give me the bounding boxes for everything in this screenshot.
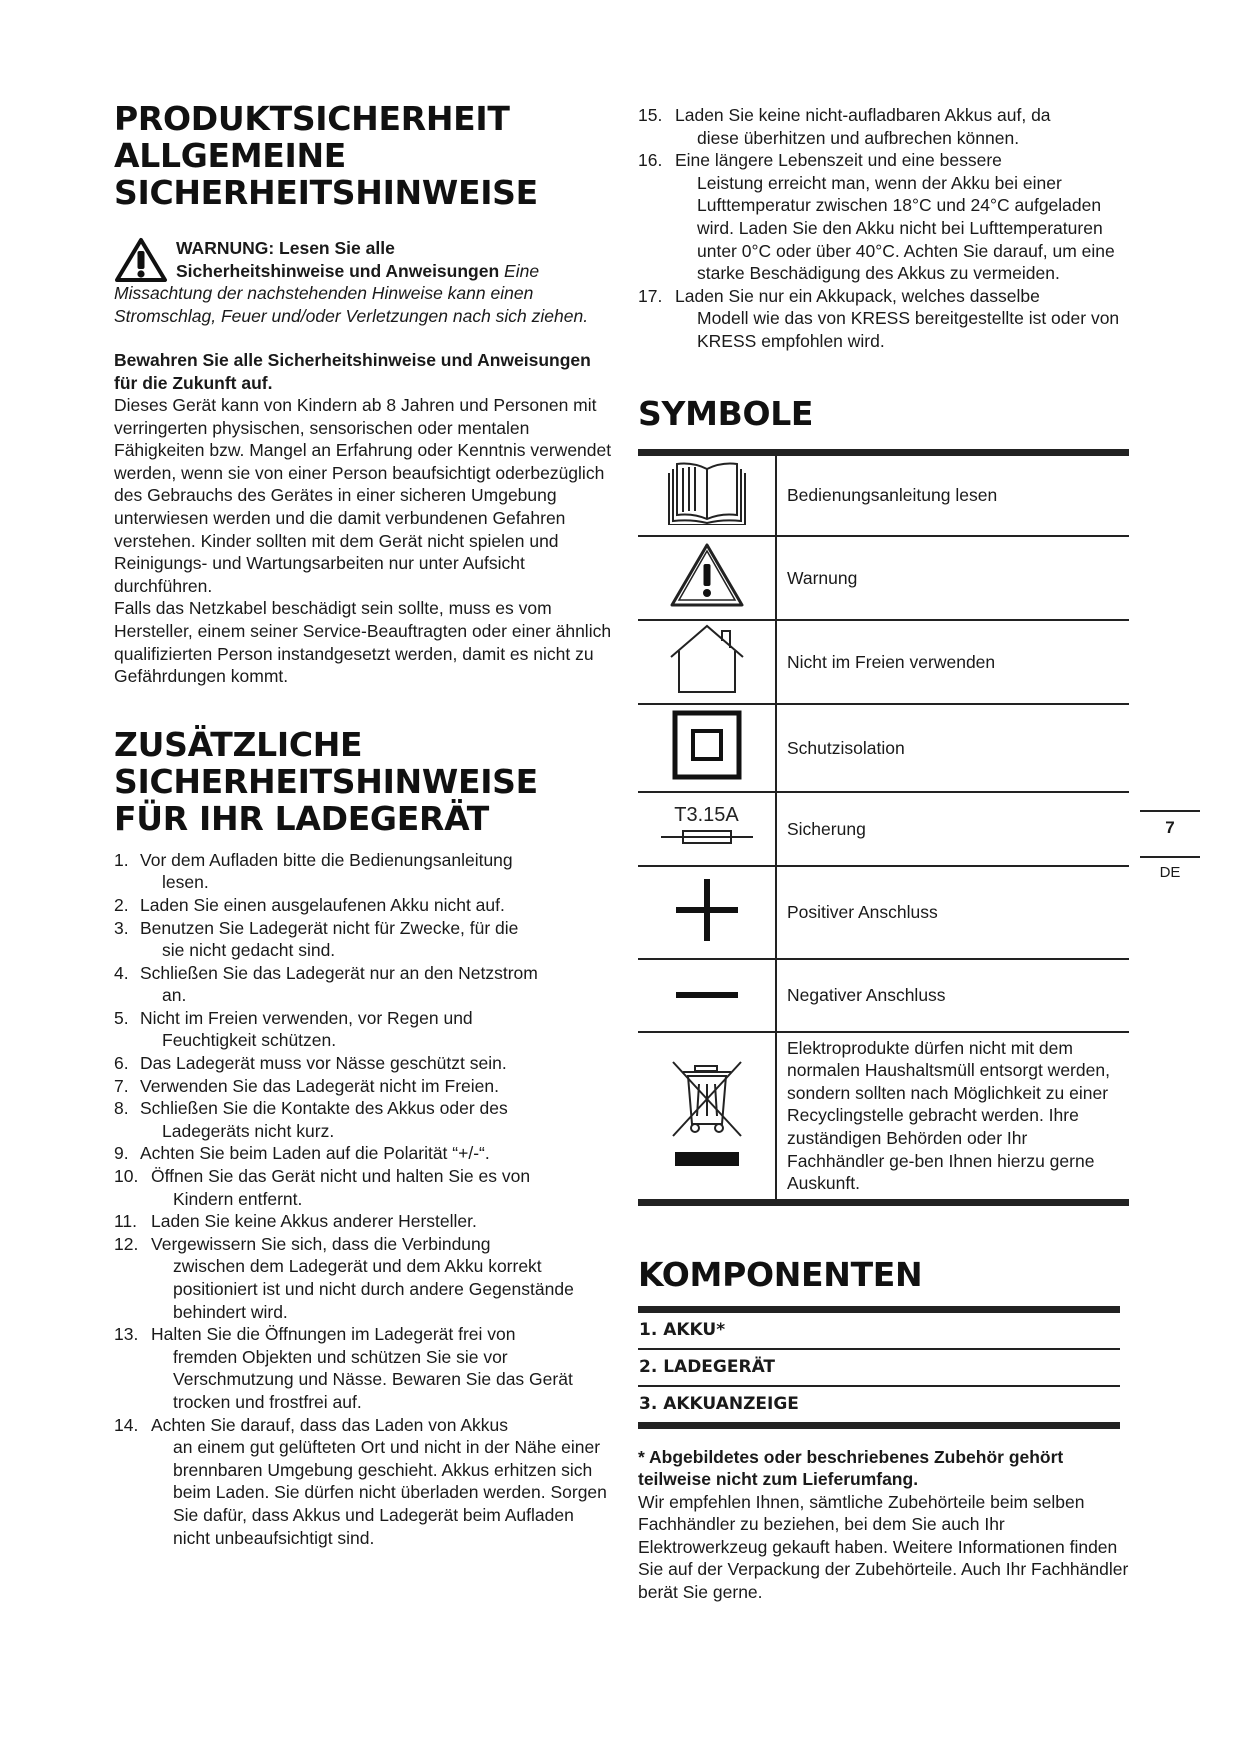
accessory-note-heading: * Abgebildetes oder beschriebenes Zubehör gehört teilweise nicht zum Lieferumfang.	[638, 1446, 1064, 1490]
list-item: 9. Achten Sie beim Laden auf die Polarität “+/-“.	[114, 1143, 490, 1164]
table-row	[638, 1032, 1129, 1202]
symbol-description: Elektroprodukte dürfen nicht mit dem normalen Haushaltsmüll entsorgt werden, sondern sollten nach Möglichkeit zu einer Recyclingstelle gebracht werden. Ihre zuständigen Behörden oder Ihr Fachhändler ge-ben Ihnen hierzu gerne Auskunft.	[776, 1032, 1129, 1202]
right-column	[638, 104, 1130, 1604]
list-item: 5. Nicht im Freien verwenden, vor Regen und Feuchtigkeit schützen.	[114, 1007, 473, 1051]
table-row	[638, 792, 1129, 866]
power-cord-paragraph: Falls das Netzkabel beschädigt sein sollte, muss es vom Hersteller, einem seiner Service-Beauftragten oder einer ähnlich qualifizierten Person instandgesetzt werden, damit es nicht zu Gefährdungen kommt.	[114, 598, 612, 687]
symbol-description: Sicherung	[776, 792, 1129, 866]
component-item: 2. LADEGERÄT	[638, 1350, 1120, 1387]
children-usage-paragraph: Dieses Gerät kann von Kindern ab 8 Jahren und Personen mit verringerten physischen, sensorischen oder mentalen Fähigkeiten bzw. Mangel an Erfahrung oder Kenntnis verwendet werden, wenn sie von einer Person beaufsichtigt oderbezüglich des Gebrauchs des Gerätes in einer sicheren Umgebung unterwiesen werden und die damit verbundenen Gefahren verstehen. Kinder sollten mit dem Gerät nicht spielen und Reinigungs- und Wartungsarbeiten nur unter Aufsicht durchführen.	[114, 395, 612, 596]
table-row	[638, 452, 1129, 536]
warning-triangle-icon	[114, 237, 168, 283]
list-item: 6. Das Ladegerät muss vor Nässe geschützt sein.	[114, 1053, 507, 1074]
house-icon	[668, 623, 746, 695]
list-item: 8. Schließen Sie die Kontakte des Akkus oder des Ladegeräts nicht kurz.	[114, 1098, 508, 1141]
language-label: DE	[1159, 864, 1181, 881]
table-row	[638, 620, 1129, 704]
page-tab-top-rule	[1140, 810, 1200, 812]
warning-line2: Sicherheitshinweise und Anweisungen Eine	[176, 260, 540, 281]
charger-safety-list-continued	[638, 104, 1130, 353]
plus-icon	[674, 877, 740, 943]
table-row	[638, 704, 1129, 792]
book-icon	[667, 459, 747, 525]
table-row	[638, 536, 1129, 620]
symbol-description: Negativer Anschluss	[776, 959, 1129, 1032]
list-item: 16. Eine längere Lebenszeit und eine bessere Leistung erreicht man, wenn der Akku bei einer Lufttemperatur zwischen 18°C und 24°C aufgeladen wird. Laden Sie den Akku nicht bei Lufttemperaturen unter 0°C oder über 40°C. Achten Sie darauf, um eine starke Beschädigung des Akkus zu vermeiden.	[638, 150, 1115, 284]
warning-text: Missachtung der nachstehenden Hinweise kann einen Stromschlag, Feuer und/oder Verletzungen nach sich ziehen.	[114, 283, 589, 326]
symbol-description: Nicht im Freien verwenden	[776, 620, 1129, 704]
charger-safety-heading: ZUSÄTZLICHE SICHERHEITSHINWEISE FÜR IHR LADEGERÄT	[114, 724, 538, 838]
symbol-description: Bedienungsanleitung lesen	[776, 452, 1129, 536]
table-row	[638, 959, 1129, 1032]
charger-safety-list	[114, 849, 614, 1549]
symbol-description: Warnung	[776, 536, 1129, 620]
list-item: 2. Laden Sie einen ausgelaufenen Akku nicht auf.	[114, 894, 505, 915]
list-item: 7. Verwenden Sie das Ladegerät nicht im Freien.	[114, 1075, 499, 1096]
warning-block	[114, 237, 614, 327]
left-column	[114, 100, 614, 1549]
symbols-heading: SYMBOLE	[638, 393, 814, 433]
list-item: 1. Vor dem Aufladen bitte die Bedienungsanleitung lesen.	[114, 849, 513, 893]
product-safety-heading: PRODUKTSICHERHEIT ALLGEMEINE SICHERHEITSHINWEISE	[114, 99, 538, 212]
components-list	[638, 1306, 1120, 1429]
warning-triangle-icon	[669, 542, 745, 608]
list-item: 3. Benutzen Sie Ladegerät nicht für Zwecke, für die sie nicht gedacht sind.	[114, 917, 519, 961]
double-square-icon	[672, 710, 742, 780]
list-item: 17. Laden Sie nur ein Akkupack, welches dasselbe Modell wie das von KRESS bereitgestellte ist oder von KRESS empfohlen wird.	[638, 285, 1120, 351]
component-item: 3. AKKUANZEIGE	[638, 1387, 1120, 1429]
accessory-note-text: Wir empfehlen Ihnen, sämtliche Zubehörteile beim selben Fachhändler zu beziehen, bei dem Sie auch Ihr Elektrowerkzeug gekauft haben. Weitere Informationen finden Sie auf der Verpackung der Zubehörteile. Auch Ihr Fachhändler berät Sie gerne.	[638, 1491, 1129, 1602]
fuse-icon	[661, 827, 753, 847]
fuse-rating-label: T3.15A	[674, 804, 739, 827]
components-heading: KOMPONENTEN	[638, 1254, 923, 1294]
list-item: 13. Halten Sie die Öffnungen im Ladegerät frei von fremden Objekten und schützen Sie sie vor Verschmutzung und Nässe. Bewaren Sie das Gerät trocken und frostfrei auf.	[114, 1324, 573, 1412]
symbol-description: Positiver Anschluss	[776, 866, 1129, 959]
warning-title: WARNUNG: Lesen Sie alle	[176, 238, 395, 258]
symbol-description: Schutzisolation	[776, 704, 1129, 792]
list-item: 14. Achten Sie darauf, dass das Laden von Akkus an einem gut gelüfteten Ort und nicht in der Nähe einer brennbaren Umgebung geschieht. Akkus erhitzen sich beim Laden. Sie dürfen nicht überladen werden. Sorgen Sie dafür, dass Akkus und Ladegerät beim Aufladen nicht unbeaufsichtigt sind.	[114, 1414, 607, 1548]
page-number: 7	[1165, 818, 1175, 837]
minus-icon	[674, 989, 740, 1001]
list-item: 11. Laden Sie keine Akkus anderer Hersteller.	[114, 1211, 477, 1232]
list-item: 4. Schließen Sie das Ladegerät nur an den Netzstrom an.	[114, 962, 538, 1006]
crossed-bin-icon	[669, 1058, 745, 1168]
component-item: 1. AKKU*	[638, 1313, 1120, 1350]
table-row	[638, 866, 1129, 959]
page-tab-mid-rule	[1140, 856, 1200, 858]
keep-instructions-heading: Bewahren Sie alle Sicherheitshinweise und Anweisungen für die Zukunft auf.	[114, 350, 591, 393]
list-item: 15. Laden Sie keine nicht-aufladbaren Akkus auf, da diese überhitzen und aufbrechen können.	[638, 105, 1051, 148]
symbols-table	[638, 449, 1129, 1206]
list-item: 12. Vergewissern Sie sich, dass die Verbindung zwischen dem Ladegerät und dem Akku korrekt positioniert ist und nicht durch andere Gegenstände behindert wird.	[114, 1233, 574, 1322]
list-item: 10. Öffnen Sie das Gerät nicht und halten Sie es von Kindern entfernt.	[114, 1166, 531, 1209]
